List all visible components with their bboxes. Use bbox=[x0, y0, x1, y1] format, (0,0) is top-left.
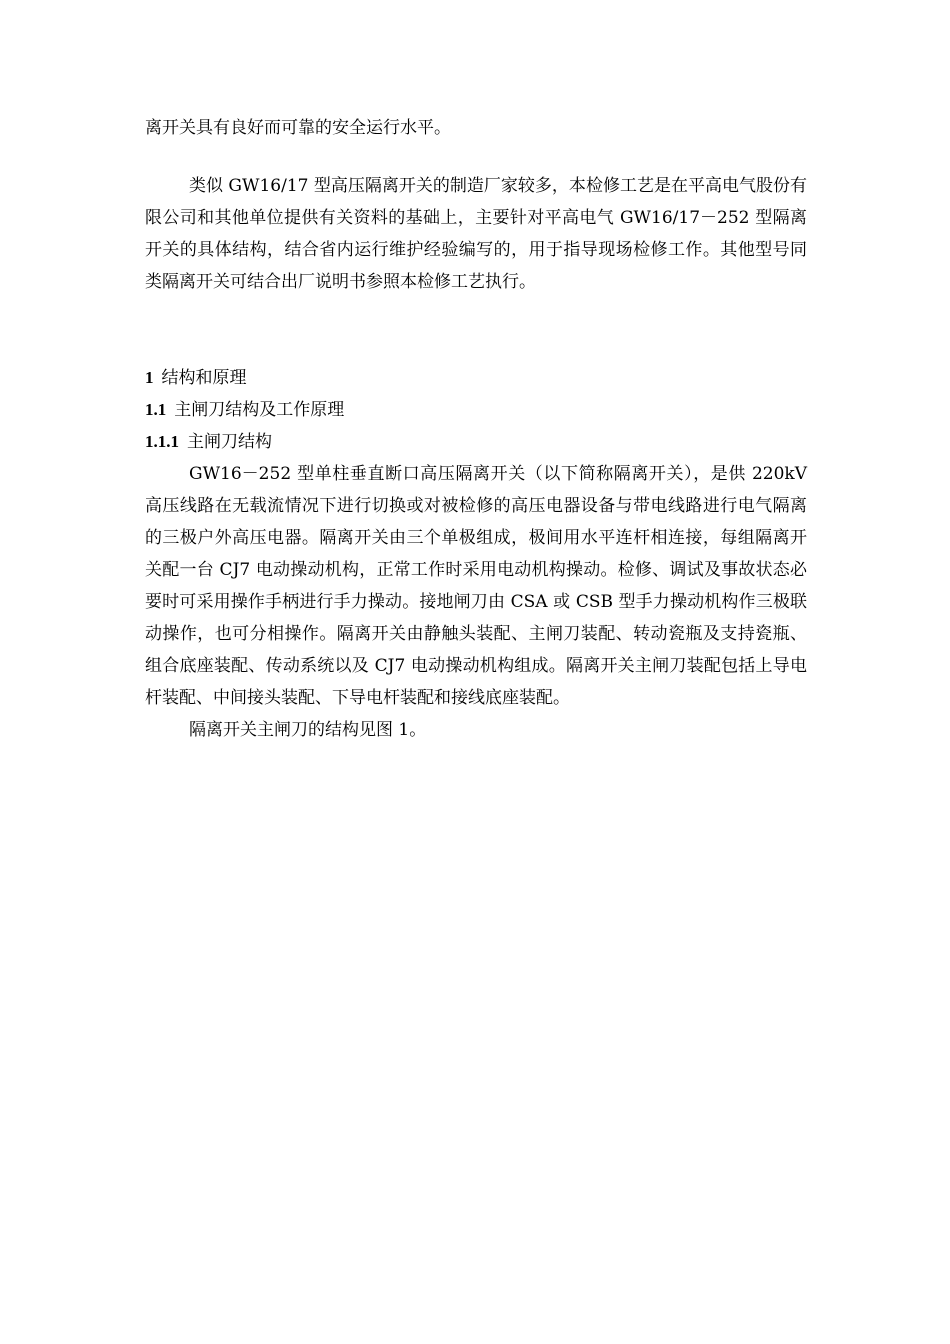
continuation-paragraph: 离开关具有良好而可靠的安全运行水平。 bbox=[145, 118, 451, 138]
paragraph-spacer bbox=[145, 144, 807, 170]
heading-title: 主闸刀结构及工作原理 bbox=[174, 400, 345, 420]
heading-section-1-1-1 bbox=[145, 426, 807, 458]
heading-section-1 bbox=[145, 362, 807, 394]
heading-number: 1 bbox=[145, 368, 154, 387]
heading-section-1-1 bbox=[145, 394, 807, 426]
section-spacer bbox=[145, 298, 807, 362]
document-page bbox=[145, 112, 807, 746]
intro-paragraph: 类似 GW16/17 型高压隔离开关的制造厂家较多，本检修工艺是在平高电气股份有限公司和其他单位提供有关资料的基础上，主要针对平高电气 GW16/17－252 型隔离开关的具体结构，结合省内运行维护经验编写的，用于指导现场检修工作。其他型号同类隔离开关可结合出厂说明书参照本检修工艺执行。 bbox=[145, 176, 807, 292]
heading-number: 1.1.1 bbox=[145, 432, 179, 451]
heading-title: 结构和原理 bbox=[161, 368, 247, 388]
heading-title: 主闸刀结构 bbox=[187, 432, 272, 452]
figure-reference-paragraph: 隔离开关主闸刀的结构见图 1。 bbox=[189, 720, 427, 740]
body-paragraph: GW16－252 型单柱垂直断口高压隔离开关（以下简称隔离开关），是供 220kV 高压线路在无载流情况下进行切换或对被检修的高压电器设备与带电线路进行电气隔离的三极户外高压电器。隔离开关由三个单极组成，极间用水平连杆相连接，每组隔离开关配一台 CJ7 电动操动机构，正常工作时采用电动机构操动。检修、调试及事故状态必要时可采用操作手柄进行手力操动。接地闸刀由 CSA 或 CSB 型手力操动机构作三极联动操作，也可分相操作。隔离开关由静触头装配、主闸刀装配、转动瓷瓶及支持瓷瓶、组合底座装配、传动系统以及 CJ7 电动操动机构组成。隔离开关主闸刀装配包括上导电杆装配、中间接头装配、下导电杆装配和接线底座装配。 bbox=[145, 464, 807, 708]
heading-number: 1.1 bbox=[145, 400, 167, 419]
